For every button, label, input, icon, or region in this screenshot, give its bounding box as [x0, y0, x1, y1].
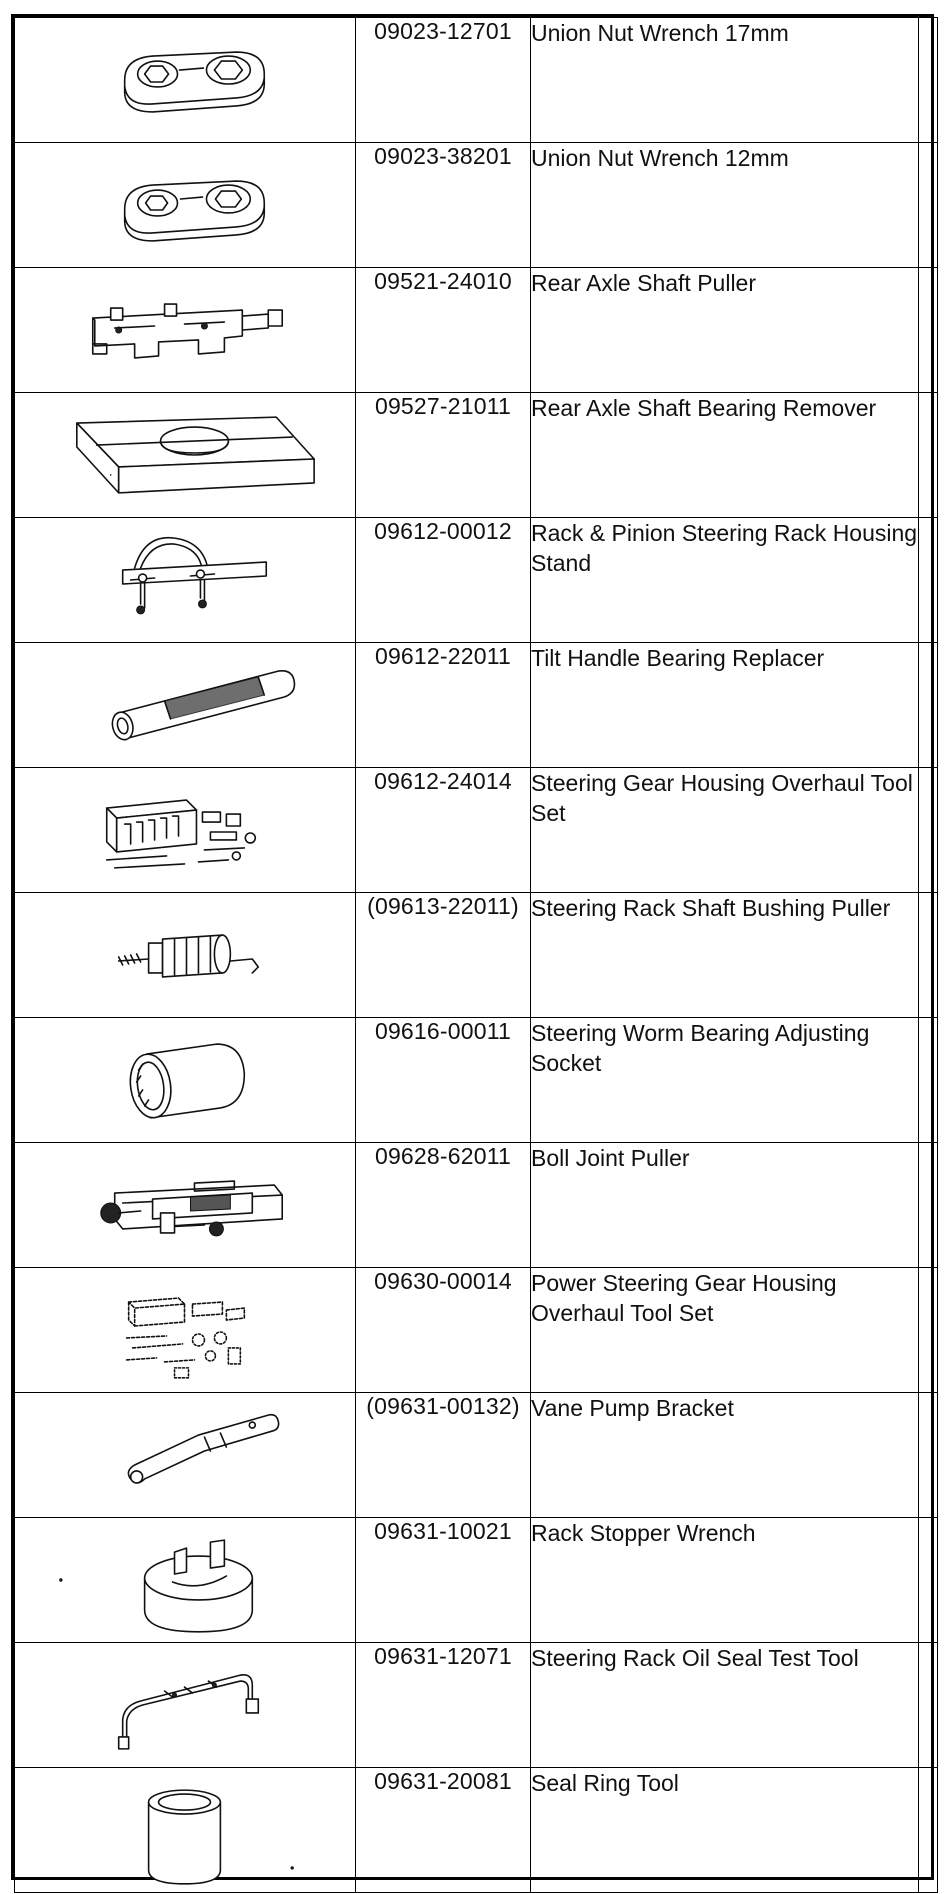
blank-column-cell — [919, 1643, 938, 1768]
table-row — [15, 1018, 938, 1143]
blank-column-cell — [919, 1268, 938, 1393]
tool-name: Vane Pump Bracket — [531, 1393, 919, 1518]
axle-shaft-puller-icon — [15, 268, 355, 392]
tool-illustration-cell — [15, 518, 356, 643]
blank-column-cell — [919, 518, 938, 643]
tool-name: Rear Axle Shaft Bearing Remover — [531, 393, 919, 518]
table-row — [15, 1643, 938, 1768]
socket-icon — [15, 1018, 355, 1142]
bearing-replacer-tube-icon — [15, 643, 355, 767]
tool-name: Steering Gear Housing Overhaul Tool Set — [531, 768, 919, 893]
blank-column-cell — [919, 268, 938, 393]
part-number: 09630-00014 — [356, 1268, 531, 1393]
table-row — [15, 18, 938, 143]
tool-illustration-cell — [15, 268, 356, 393]
tool-name: Power Steering Gear Housing Overhaul Tool Set — [531, 1268, 919, 1393]
tool-name: Rack & Pinion Steering Rack Housing Stand — [531, 518, 919, 643]
tool-illustration-cell — [15, 393, 356, 518]
table-row — [15, 643, 938, 768]
table-row — [15, 768, 938, 893]
oil-seal-test-tool-icon — [15, 1643, 355, 1767]
union-nut-wrench-icon — [15, 143, 355, 267]
part-number: (09631-00132) — [356, 1393, 531, 1518]
blank-column-cell — [919, 1393, 938, 1518]
tool-illustration-cell — [15, 768, 356, 893]
seal-ring-tool-icon — [15, 1768, 355, 1892]
part-number: 09521-24010 — [356, 268, 531, 393]
table-row — [15, 1143, 938, 1268]
tool-set-icon — [15, 768, 355, 892]
part-number: 09527-21011 — [356, 393, 531, 518]
blank-column-cell — [919, 1768, 938, 1893]
table-row — [15, 1768, 938, 1893]
tool-name: Seal Ring Tool — [531, 1768, 919, 1893]
part-number: 09612-24014 — [356, 768, 531, 893]
tool-illustration-cell — [15, 893, 356, 1018]
blank-column-cell — [919, 768, 938, 893]
tool-illustration-cell — [15, 1018, 356, 1143]
part-number: 09631-10021 — [356, 1518, 531, 1643]
table-row — [15, 518, 938, 643]
tool-name: Tilt Handle Bearing Replacer — [531, 643, 919, 768]
part-number: 09023-38201 — [356, 143, 531, 268]
tool-name: Steering Rack Shaft Bushing Puller — [531, 893, 919, 1018]
tool-illustration-cell — [15, 143, 356, 268]
tool-illustration-cell — [15, 1393, 356, 1518]
part-number: (09613-22011) — [356, 893, 531, 1018]
blank-column-cell — [919, 1143, 938, 1268]
table-row — [15, 268, 938, 393]
part-number: 09631-20081 — [356, 1768, 531, 1893]
blank-column-cell — [919, 1018, 938, 1143]
ball-joint-puller-icon — [15, 1143, 355, 1267]
bearing-remover-plate-icon — [15, 393, 355, 517]
table-row — [15, 143, 938, 268]
tool-illustration-cell — [15, 1518, 356, 1643]
part-number: 09616-00011 — [356, 1018, 531, 1143]
table-row — [15, 393, 938, 518]
housing-stand-icon — [15, 518, 355, 642]
tool-set-icon — [15, 1268, 355, 1392]
tool-name: Rack Stopper Wrench — [531, 1518, 919, 1643]
bushing-puller-icon — [15, 893, 355, 1017]
tool-illustration-cell — [15, 1268, 356, 1393]
tool-illustration-cell — [15, 1768, 356, 1893]
blank-column-cell — [919, 18, 938, 143]
tool-name: Boll Joint Puller — [531, 1143, 919, 1268]
table-row — [15, 893, 938, 1018]
blank-column-cell — [919, 893, 938, 1018]
table-row — [15, 1518, 938, 1643]
table-row — [15, 1268, 938, 1393]
tool-illustration-cell — [15, 1643, 356, 1768]
blank-column-cell — [919, 393, 938, 518]
part-number: 09612-22011 — [356, 643, 531, 768]
tool-name: Union Nut Wrench 12mm — [531, 143, 919, 268]
tool-illustration-cell — [15, 18, 356, 143]
part-number: 09631-12071 — [356, 1643, 531, 1768]
table-row — [15, 1393, 938, 1518]
part-number: 09612-00012 — [356, 518, 531, 643]
special-service-tools-table — [14, 17, 938, 1893]
pump-bracket-icon — [15, 1393, 355, 1517]
blank-column-cell — [919, 143, 938, 268]
tool-illustration-cell — [15, 643, 356, 768]
tool-list-sheet — [11, 14, 934, 1880]
tool-name: Steering Rack Oil Seal Test Tool — [531, 1643, 919, 1768]
blank-column-cell — [919, 1518, 938, 1643]
tool-name: Rear Axle Shaft Puller — [531, 268, 919, 393]
tool-illustration-cell — [15, 1143, 356, 1268]
union-nut-wrench-icon — [15, 18, 355, 142]
stopper-wrench-icon — [15, 1518, 355, 1642]
tool-name: Union Nut Wrench 17mm — [531, 18, 919, 143]
part-number: 09023-12701 — [356, 18, 531, 143]
part-number: 09628-62011 — [356, 1143, 531, 1268]
tool-name: Steering Worm Bearing Adjusting Socket — [531, 1018, 919, 1143]
blank-column-cell — [919, 643, 938, 768]
